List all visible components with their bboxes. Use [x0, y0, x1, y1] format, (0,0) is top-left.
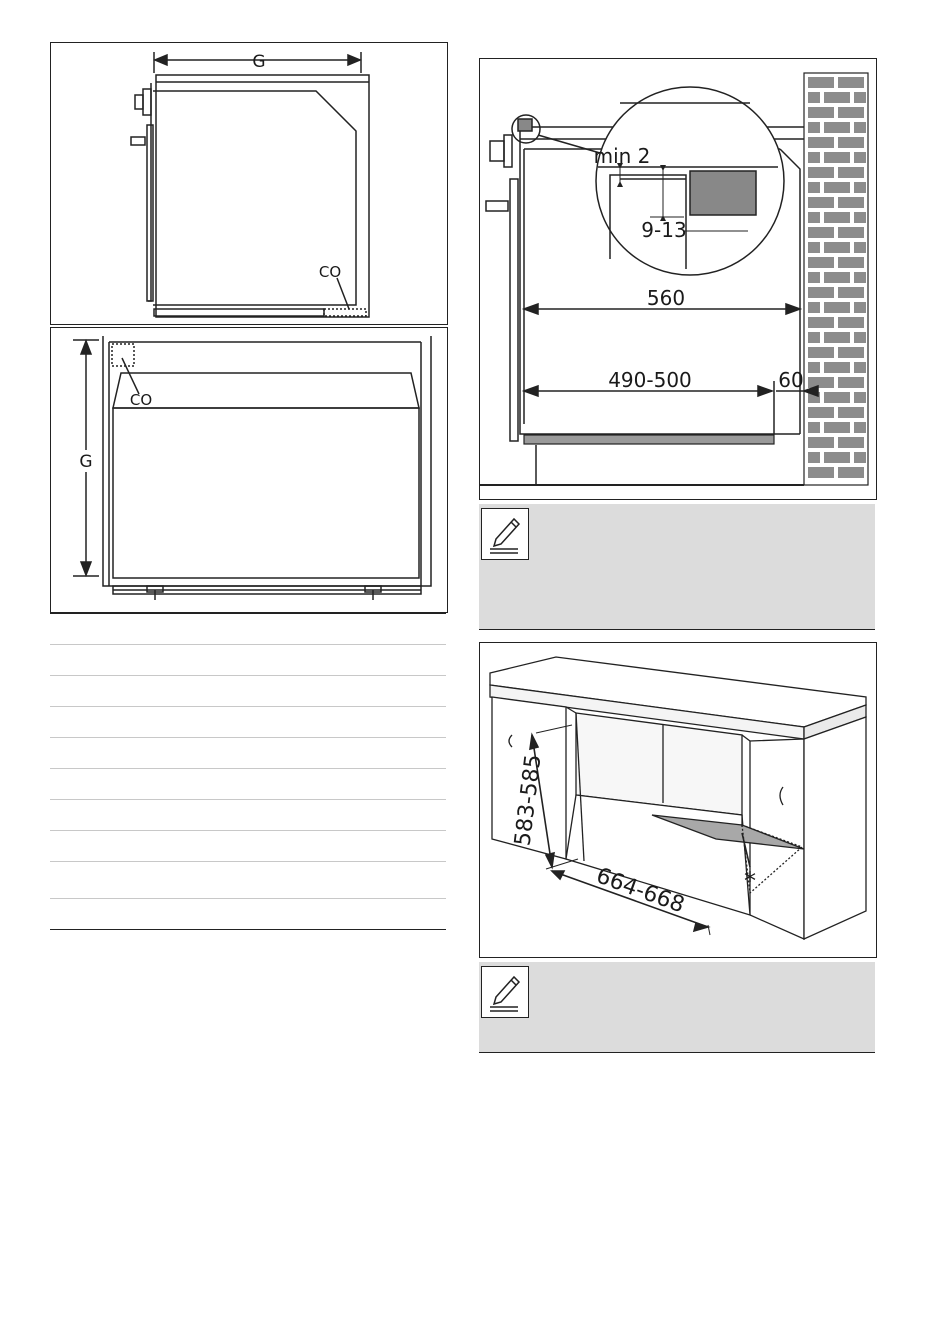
co-label: CO [129, 391, 153, 409]
table-row [50, 706, 446, 707]
table-row [50, 830, 446, 831]
table-row [50, 644, 446, 645]
cabinet-niche-labels [480, 643, 876, 957]
table-bottom-rule [50, 929, 446, 930]
depth-label: 560 [646, 286, 686, 310]
table-row [50, 799, 446, 800]
figure-installation-depth [479, 58, 877, 500]
installation-depth-labels [480, 59, 876, 499]
table-row [50, 737, 446, 738]
note-box [479, 962, 875, 1053]
min-gap-label: min 2 [593, 144, 651, 168]
front-view-labels [51, 328, 447, 612]
table-row [50, 675, 446, 676]
co-label: CO [318, 263, 342, 281]
dimension-g-label: G [252, 52, 266, 72]
table-top-rule [50, 613, 446, 614]
figure-side-view [50, 42, 448, 325]
dimension-g-label: G [79, 452, 93, 472]
pencil-note-icon [481, 508, 529, 560]
wall-gap-label: 60 [778, 368, 804, 392]
pencil-note-icon [481, 966, 529, 1018]
niche-height-label: 583-585 [510, 753, 547, 848]
note-box [479, 504, 875, 630]
star-marker: * [744, 867, 756, 895]
table-row [50, 898, 446, 899]
niche-width-label: 664-668 [592, 863, 688, 919]
table-row [50, 861, 446, 862]
cabinet-depth-label: 490-500 [608, 368, 692, 392]
gap-range-label: 9-13 [641, 218, 687, 242]
figure-front-view [50, 327, 448, 613]
side-view-labels [51, 43, 447, 324]
figure-cabinet-niche [479, 642, 877, 958]
table-row [50, 768, 446, 769]
